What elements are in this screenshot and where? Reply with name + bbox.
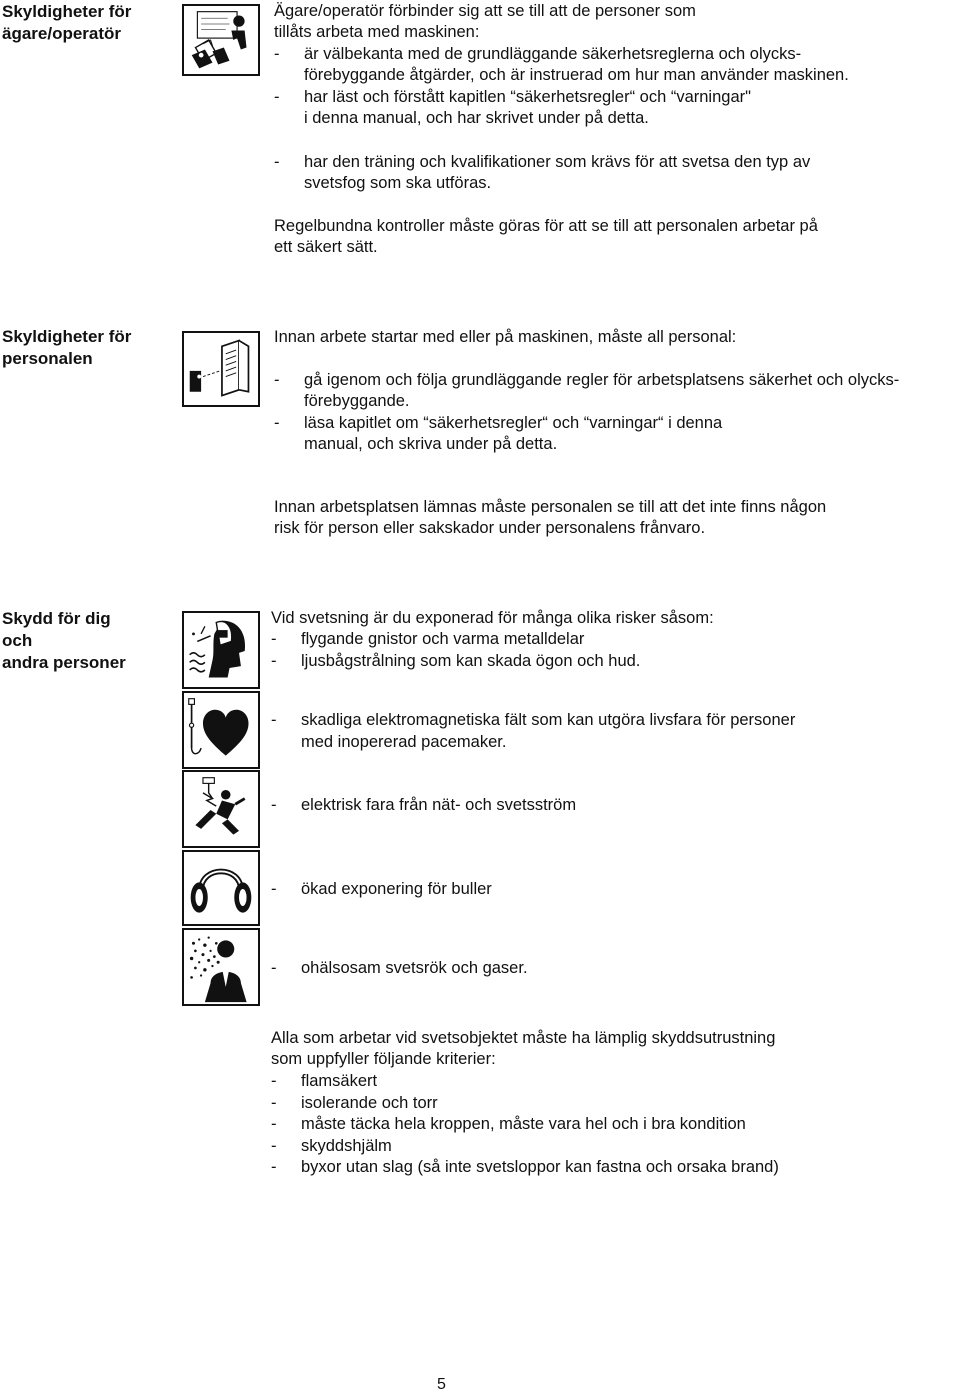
bullet-line: läsa kapitlet om “säkerhetsregler“ och “varningar“ i denna	[304, 414, 723, 432]
bullet-dash: -	[271, 1137, 277, 1155]
heading-line: och	[2, 631, 33, 650]
bullet-line: har läst och förstått kapitlen “säkerhetsregler“ och “varningar"	[304, 88, 751, 106]
electric-shock-icon	[182, 770, 260, 848]
intro-line: Innan arbete startar med eller på maskinen, måste all personal:	[274, 328, 737, 346]
heading-line: Skydd för dig	[2, 609, 111, 628]
instruction-manual-icon	[182, 4, 260, 76]
heading-line: andra personer	[2, 653, 126, 672]
equipment-item: isolerande och torr	[301, 1094, 438, 1112]
closing-line: ett säkert sätt.	[274, 238, 378, 256]
hearing-protection-icon	[182, 850, 260, 926]
bullet-dash: -	[271, 959, 277, 977]
bullet-dash: -	[271, 630, 277, 648]
bullet-line: gå igenom och följa grundläggande regler för arbetsplatsens säkerhet och olycks-	[304, 371, 900, 389]
equipment-item: måste täcka hela kroppen, måste vara hel och i bra kondition	[301, 1115, 746, 1133]
equipment-item: byxor utan slag (så inte svetsloppor kan fastna och orsaka brand)	[301, 1158, 779, 1176]
welding-fumes-icon	[182, 928, 260, 1006]
risk-item: ohälsosam svetsrök och gaser.	[301, 959, 528, 977]
intro-line: tillåts arbeta med maskinen:	[274, 23, 480, 41]
bullet-line: svetsfog som ska utföras.	[304, 174, 492, 192]
risk-item: ljusbågstrålning som kan skada ögon och hud.	[301, 652, 641, 670]
bullet-dash: -	[271, 796, 277, 814]
closing-line: Innan arbetsplatsen lämnas måste personalen se till att det inte finns någon	[274, 498, 827, 516]
bullet-line: har den träning och kvalifikationer som krävs för att svetsa den typ av	[304, 153, 811, 171]
bullet-dash: -	[271, 1115, 277, 1133]
risk-item: skadliga elektromagnetiska fält som kan utgöra livsfara för personer	[301, 711, 796, 729]
closing-line: Regelbundna kontroller måste göras för att se till att personalen arbetar på	[274, 217, 818, 235]
risk-item: flygande gnistor och varma metalldelar	[301, 630, 585, 648]
bullet-dash: -	[274, 88, 280, 106]
bullet-dash: -	[271, 652, 277, 670]
equipment-item: skyddshjälm	[301, 1137, 392, 1155]
closing-line: risk för person eller sakskador under personalens frånvaro.	[274, 519, 706, 537]
read-manual-icon	[182, 331, 260, 407]
risk-item: ökad exponering för buller	[301, 880, 492, 898]
bullet-dash: -	[274, 371, 280, 389]
intro-line: Vid svetsning är du exponerad för många olika risker såsom:	[271, 609, 714, 627]
bullet-dash: -	[274, 45, 280, 63]
bullet-dash: -	[271, 1158, 277, 1176]
welding-mask-icon	[182, 611, 260, 689]
bullet-dash: -	[274, 414, 280, 432]
bullet-line: är välbekanta med de grundläggande säkerhetsreglerna och olycks-	[304, 45, 802, 63]
bullet-dash: -	[271, 1094, 277, 1112]
heading-line: personalen	[2, 349, 93, 368]
bullet-line: manual, och skriva under på detta.	[304, 435, 558, 453]
equipment-intro-line: Alla som arbetar vid svetsobjektet måste ha lämplig skyddsutrustning	[271, 1029, 776, 1047]
bullet-dash: -	[271, 1072, 277, 1090]
equipment-item: flamsäkert	[301, 1072, 378, 1090]
page-number: 5	[437, 1376, 446, 1393]
bullet-line: förebyggande åtgärder, och är instruerad om hur man använder maskinen.	[304, 66, 849, 84]
bullet-dash: -	[274, 153, 280, 171]
bullet-dash: -	[271, 711, 277, 729]
heading-line: Skyldigheter för	[2, 2, 132, 21]
bullet-line: förebyggande.	[304, 392, 410, 410]
heading-line: Skyldigheter för	[2, 327, 132, 346]
risk-item: med inopererad pacemaker.	[301, 733, 507, 751]
heading-line: ägare/operatör	[2, 24, 122, 43]
bullet-dash: -	[271, 880, 277, 898]
pacemaker-heart-icon	[182, 691, 260, 769]
bullet-line: i denna manual, och har skrivet under på detta.	[304, 109, 649, 127]
intro-line: Ägare/operatör förbinder sig att se till att de personer som	[274, 2, 696, 20]
equipment-intro-line: som uppfyller följande kriterier:	[271, 1050, 496, 1068]
risk-item: elektrisk fara från nät- och svetsström	[301, 796, 577, 814]
